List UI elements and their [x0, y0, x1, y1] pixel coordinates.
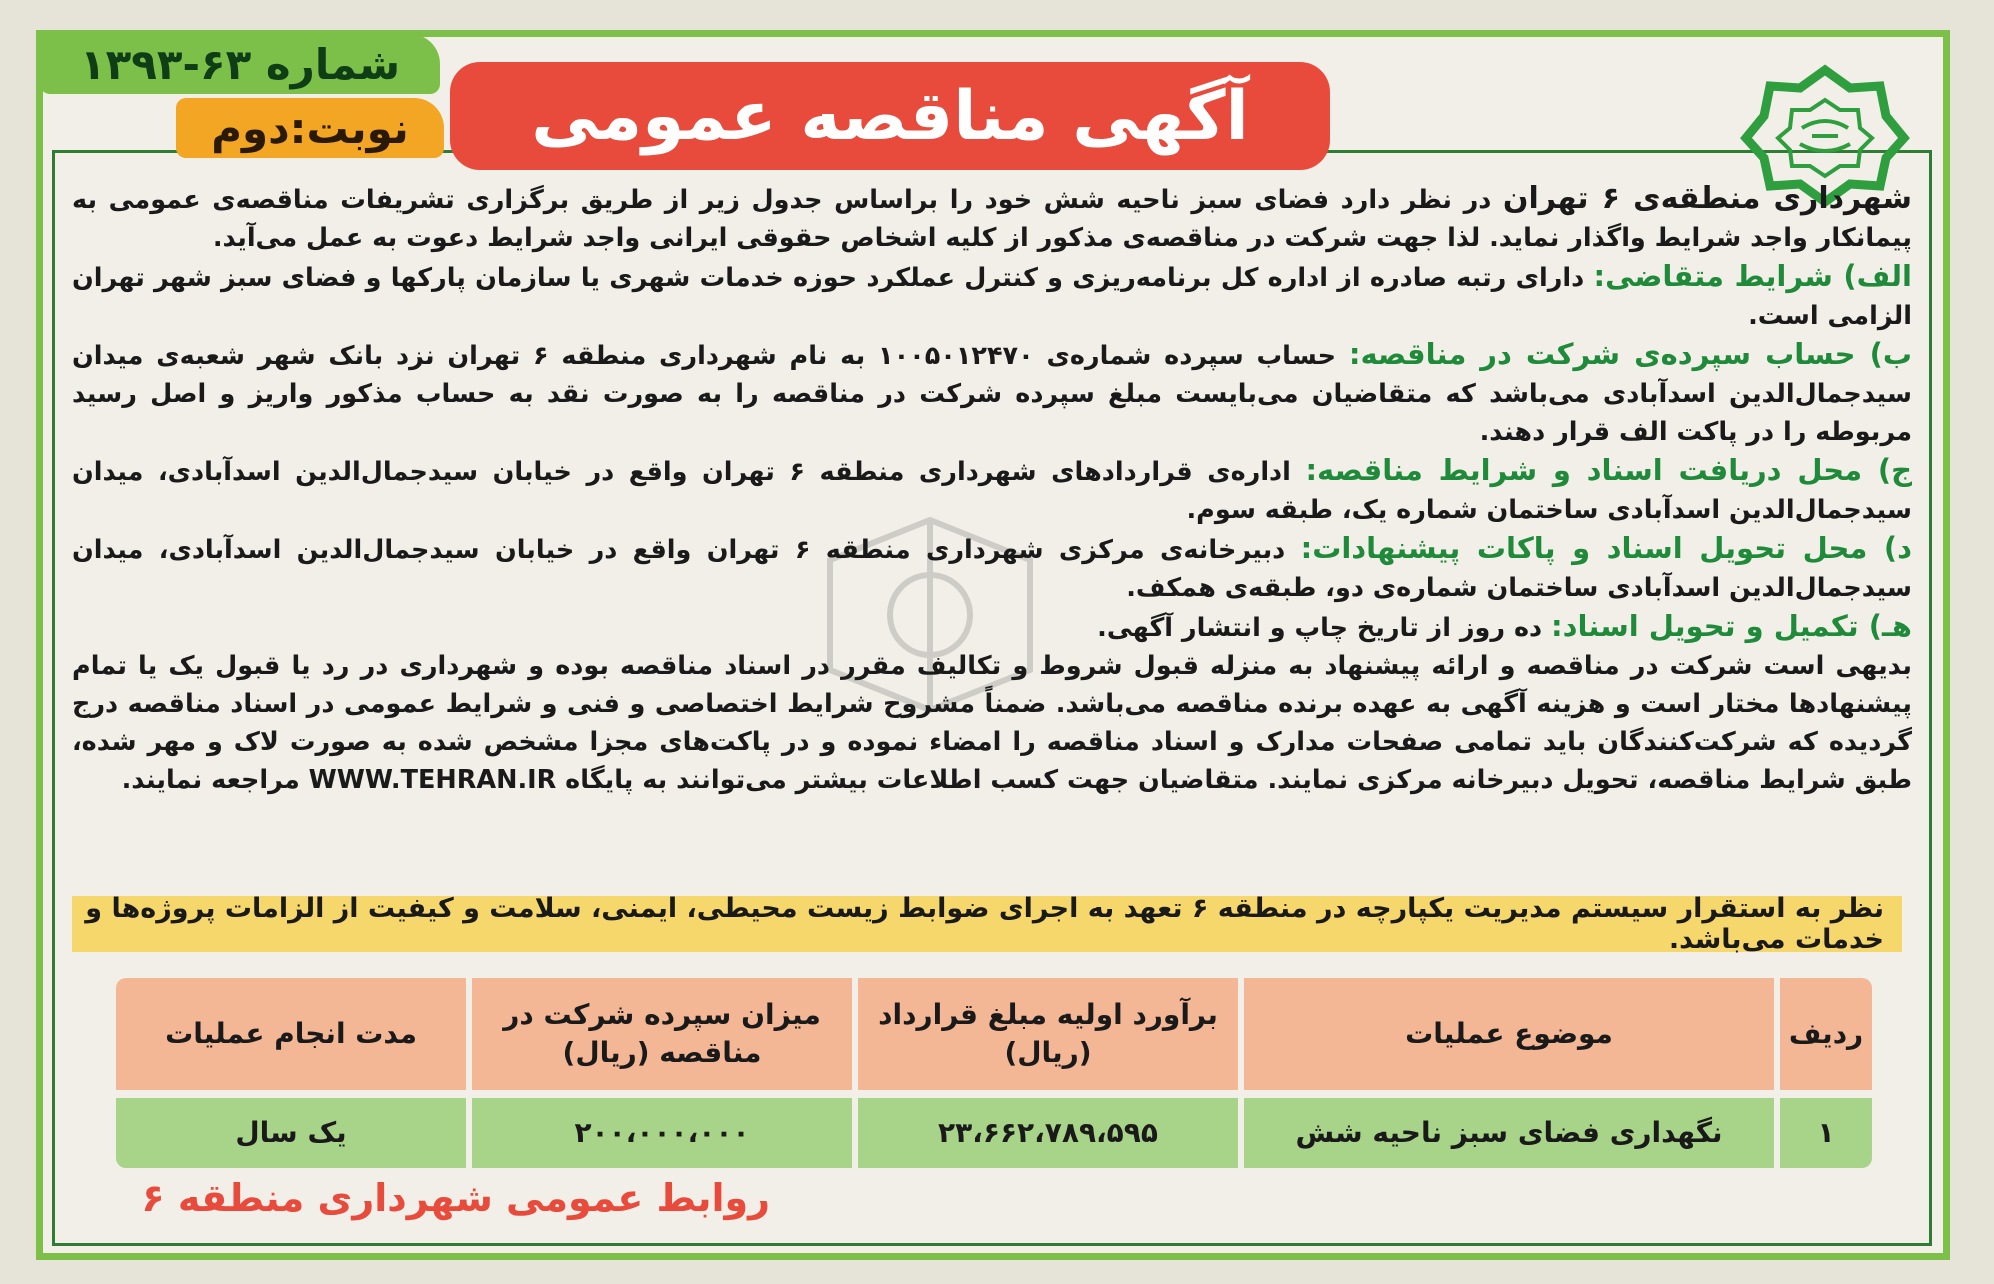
cell-deposit: ۲۰۰،۰۰۰،۰۰۰ [472, 1098, 852, 1168]
org-name: شهرداری منطقه‌ی ۶ تهران [1502, 181, 1912, 216]
intro-text: در نظر دارد فضای سبز ناحیه شش خود را براساس جدول زیر از طریق برگزاری تشریفات مناقصه‌ی عمومی به پیمانکار واجد شرایط واگذار نماید. لذا جهت شرکت در مناقصه‌ی مذکور از کلیه اشخاص حقوقی ایرانی واجد شرایط دعوت به عمل می‌آید. [72, 185, 1912, 253]
intro-paragraph [72, 180, 1912, 257]
header-deposit: میزان سپرده شرکت در مناقصه (ریال) [472, 978, 852, 1090]
clause-a-label: الف) شرایط متقاضی: [1593, 259, 1912, 293]
clause-d-label: د) محل تحویل اسناد و پاکات پیشنهادات: [1300, 531, 1912, 565]
clause-a-text: دارای رتبه صادره از اداره کل برنامه‌ریزی و کنترل عملکرد حوزه خدمات شهری یا سازمان پارکها و فضای سبز شهر تهران الزامی است. [72, 263, 1912, 331]
table-row [108, 1098, 1872, 1168]
notice-title: آگهی مناقصه عمومی [450, 62, 1330, 170]
cell-row-index: ۱ [1780, 1098, 1872, 1168]
clause-d-text: دبیرخانه‌ی مرکزی شهرداری منطقه ۶ تهران واقع در خیابان سیدجمال‌الدین اسدآبادی، میدان سیدجمال‌الدین اسدآبادی ساختمان شماره‌ی دو، طبقه‌ی همکف. [72, 535, 1912, 603]
hse-highlight: نظر به استقرار سیستم مدیریت یکپارچه در منطقه ۶ تعهد به اجرای ضوابط زیست محیطی، ایمنی، سلامت و کیفیت از الزامات پروژه‌ها و خدمات می‌باشد. [72, 896, 1902, 952]
cell-estimate: ۲۳،۶۶۲،۷۸۹،۵۹۵ [858, 1098, 1238, 1168]
tender-table [108, 978, 1872, 1168]
clause-e-label: هـ) تکمیل و تحویل اسناد: [1550, 609, 1912, 643]
notice-round: نوبت:دوم [176, 98, 444, 158]
clause-a [72, 257, 1912, 335]
header-row-index: ردیف [1780, 978, 1872, 1090]
table-header-row [108, 978, 1872, 1090]
notes-paragraph: بدیهی است شرکت در مناقصه و ارائه پیشنهاد به منزله قبول شروط و تکالیف مقرر در اسناد مناقصه بوده و شهرداری در رد یا قبول یک یا تمام پیشنهادها مختار است و هزینه آگهی به عهده برنده مناقصه می‌باشد. ضمناً مشروح شرایط اختصاصی و فنی و شرایط عمومی در اسناد مناقصه درج گردیده که شرکت‌کنندگان باید تمامی صفحات مدارک و اسناد مناقصه را امضاء نموده و در پاکت‌های مجزا مشخص شده به صورت لاک و مهر شده، طبق شرایط مناقصه، تحویل دبیرخانه مرکزی نمایند. متقاضیان جهت کسب اطلاعات بیشتر می‌توانند به پایگاه WWW.TEHRAN.IR مراجعه نمایند. [72, 651, 1912, 795]
clause-c-label: ج) محل دریافت اسناد و شرایط مناقصه: [1305, 453, 1912, 487]
clause-b-label: ب) حساب سپرده‌ی شرکت در مناقصه: [1348, 337, 1912, 371]
header-duration: مدت انجام عملیات [116, 978, 466, 1090]
footer-signature: روابط عمومی شهرداری منطقه ۶ [141, 1176, 770, 1220]
clause-e [72, 607, 1912, 647]
notice-number: شماره ۶۳-۱۳۹۳ [40, 34, 440, 94]
clause-b-text: حساب سپرده شماره‌ی ۱۰۰۵۰۱۲۴۷۰ به نام شهرداری منطقه ۶ تهران نزد بانک شهر شعبه‌ی میدان سیدجمال‌الدین اسدآبادی می‌باشد که متقاضیان می‌بایست مبلغ سپرده شرکت در مناقصه را به صورت نقد به حساب مذکور واریز و اصل رسید مربوطه را در پاکت الف قرار دهند. [72, 341, 1912, 447]
clause-c-text: اداره‌ی قراردادهای شهرداری منطقه ۶ تهران واقع در خیابان سیدجمال‌الدین اسدآبادی، میدان سیدجمال‌الدین اسدآبادی ساختمان شماره یک، طبقه سوم. [72, 457, 1912, 525]
clause-e-text: ده روز از تاریخ چاپ و انتشار آگهی. [1097, 613, 1543, 643]
cell-duration: یک سال [116, 1098, 466, 1168]
clause-c [72, 451, 1912, 529]
cell-subject: نگهداری فضای سبز ناحیه شش [1244, 1098, 1774, 1168]
header-estimate: برآورد اولیه مبلغ قرارداد (ریال) [858, 978, 1238, 1090]
header-subject: موضوع عملیات [1244, 978, 1774, 1090]
clause-d [72, 529, 1912, 607]
clause-b [72, 335, 1912, 451]
notice-body [72, 180, 1912, 799]
